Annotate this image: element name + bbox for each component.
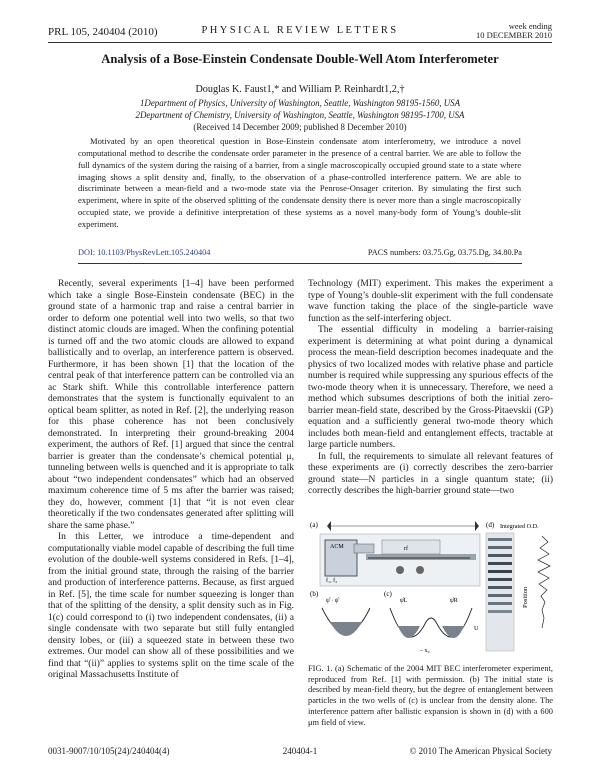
week-ending: week ending [508, 21, 552, 31]
paper-title: Analysis of a Bose-Einstein Condensate Double-Well Atom Interferometer [101, 52, 499, 66]
psi-right-label: ψ̂R [450, 598, 458, 604]
figure-1-graphic [308, 518, 553, 656]
left-column [48, 279, 294, 682]
affiliation-1: 1Department of Physics, University of Washington, Seattle, Washington 98195-1560, USA [139, 98, 461, 108]
page-number: 240404-1 [282, 746, 318, 756]
footer-code: 0031-9007/10/105(24)/240404(4) [48, 746, 170, 756]
paragraph-letter: In this Letter, we introduce a time-dependent and computationally viable model capable of describing the full time evolution of the double-well systems considered in Refs. [1–4], from the initial ground state, through the raising of the barrier and production of interference patterns. Because, as first argued in Ref. [5], the time scale for number squeezing is longer than that of the splitting of the density, a split density such as in Fig. 1(c) could correspond to (i) two independent condensates, (ii) a single condensate with two separate but still fully entangled density lobes, or (iii) a squeezed state in between these two extremes. Our model can show all of these possibilities and we find that “(ii)” applies to systems split on the time scale of the original Massachusetts Institute of [48, 532, 294, 680]
doi-link[interactable]: DOI: 10.1103/PhysRevLett.105.240404 [78, 248, 211, 257]
psi-label: ψ̂ · ψ̂ [326, 598, 339, 604]
figure-caption: FIG. 1. (a) Schematic of the 2004 MIT BEC interferometer experiment, reproduced from Ref. [1] with permission. (b) The initial state is described by mean-field theory, but the degree of entanglement between particles in the two wells of (c) is unclear from the density alone. The interference pattern after ballistic expansion is shown in (d) with a 600 μm field of view. [308, 664, 553, 727]
abstract-rule [78, 263, 522, 264]
copyright: © 2010 The American Physical Society [409, 746, 552, 756]
header-rule [48, 42, 552, 43]
x-label: – x₀ [420, 648, 430, 654]
od-profile-line [538, 536, 550, 628]
psi-left-label: ψ̂L [400, 598, 408, 604]
panel-b-label: (b) [310, 590, 319, 598]
paragraph-continued: Technology (MIT) experiment. This makes the experiment a type of Young’s double-slit experiment with the full condensate wave function taking the place of the single-particle wave function as the self-interfering object. [308, 279, 553, 324]
paragraph-requirements: In full, the requirements to simulate all relevant features of these experiments are (i) correctly describes the zero-barrier ground state—N particles in a single quantum state; (ii) correctly describes the high-barrier ground state—two [308, 451, 553, 496]
right-column [308, 279, 553, 498]
journal-name: PHYSICAL REVIEW LETTERS [201, 25, 399, 36]
date: 10 DECEMBER 2010 [475, 30, 552, 40]
panel-a-label: (a) [310, 521, 318, 529]
received-dates: (Received 14 December 2009; published 8 December 2010) [193, 122, 407, 132]
integrated-od-label: Integrated O.D. [500, 523, 539, 530]
u-label: U [474, 625, 479, 632]
pacs-numbers: PACS numbers: 03.75.Gg, 03.75.Dg, 34.80.Pa [367, 248, 522, 257]
panel-c-label: (c) [384, 590, 392, 598]
f-labels: f₁, f₂ [326, 578, 338, 584]
panel-d-label: (d) [486, 521, 495, 529]
authors: Douglas K. Faust1,* and William P. Reinhardt1,2,† [195, 84, 405, 95]
single-well-density [330, 622, 362, 636]
abstract: Motivated by an open theoretical question in Bose-Einstein condensate atom interferometry, we introduce a novel computational method to describe the condensate order parameter in the presence of a central barrier. We are able to follow the full dynamics of the system during the raising of a barrier, from a single macroscopically occupied ground state to a state where imaging shows a split density and, finally, to the observation of a phase-controlled interference pattern. We are able to discriminate between a mean-field and a two-mode state via the Penrose-Onsager criterion. By simulating the first such experiment, where in spite of the observed splitting of the condensate density there is never more than a single macroscopically occupied state, we provide a definitive interpretation of these systems as a novel many-body form of Young’s double-slit experiment. [78, 136, 521, 229]
figure-1 [308, 518, 553, 656]
rf-label: rf [404, 546, 408, 552]
position-label: Position [522, 586, 529, 608]
running-header [48, 22, 552, 40]
right-well-density [442, 626, 464, 638]
journal-ref: PRL 105, 240404 (2010) [48, 26, 158, 38]
affiliation-2: 2Department of Chemistry, University of Washington, Seattle, Washington 98195-1700, USA [135, 110, 465, 120]
acm-label: ACM [330, 544, 344, 550]
left-well-density [398, 626, 420, 638]
paragraph-intro: Recently, several experiments [1–4] have been performed which take a single Bose-Einstein condensate (BEC) in the ground state of a harmonic trap and raise a central barrier in order to deform one potential well into two wells, so that two distinct atomic clouds are imaged. When the confining potential is turned off and the two atomic clouds are allowed to expand ballistically and to overlap, an interference pattern is observed. Furthermore, it has been shown [1] that the location of the central peak of that interference pattern can be controlled via an ac Stark shift. While this controllable interference pattern demonstrates that the system is functionally equivalent to an optical beam splitter, as noted in Ref. [2], the underlying reason for this phase coherence has not been conclusively demonstrated. In interpreting their ground-breaking 2004 experiment, the authors of Ref. [1] argued that since the central barrier is greater than the condensate’s chemical potential μ, tunneling between wells is quenched and it is appropriate to talk about “two independent condensates” which had an observed maximum coherence time of 5 ms after the barrier was raised; they do, however, comment [1] that “it is not even clear theoretically if the two condensates generated after splitting will share the same phase.” [48, 279, 294, 531]
paragraph-difficulty: The essential difficulty in modeling a barrier-raising experiment is determining at what point during a dynamical process the mean-field description becomes inadequate and the physics of two localized modes with relative phase and particle number is required while suppressing any spurious effects of the two-mode theory when it is unnecessary. Therefore, we need a method which subsumes descriptions of both the initial zero-barrier mean-field state, described by the Gross-Pitaevskii (GP) equation and a sufficiently general two-mode theory which includes both mean-field and entanglement effects, tractable at large particle numbers. [308, 325, 553, 450]
issue-date [476, 22, 552, 40]
